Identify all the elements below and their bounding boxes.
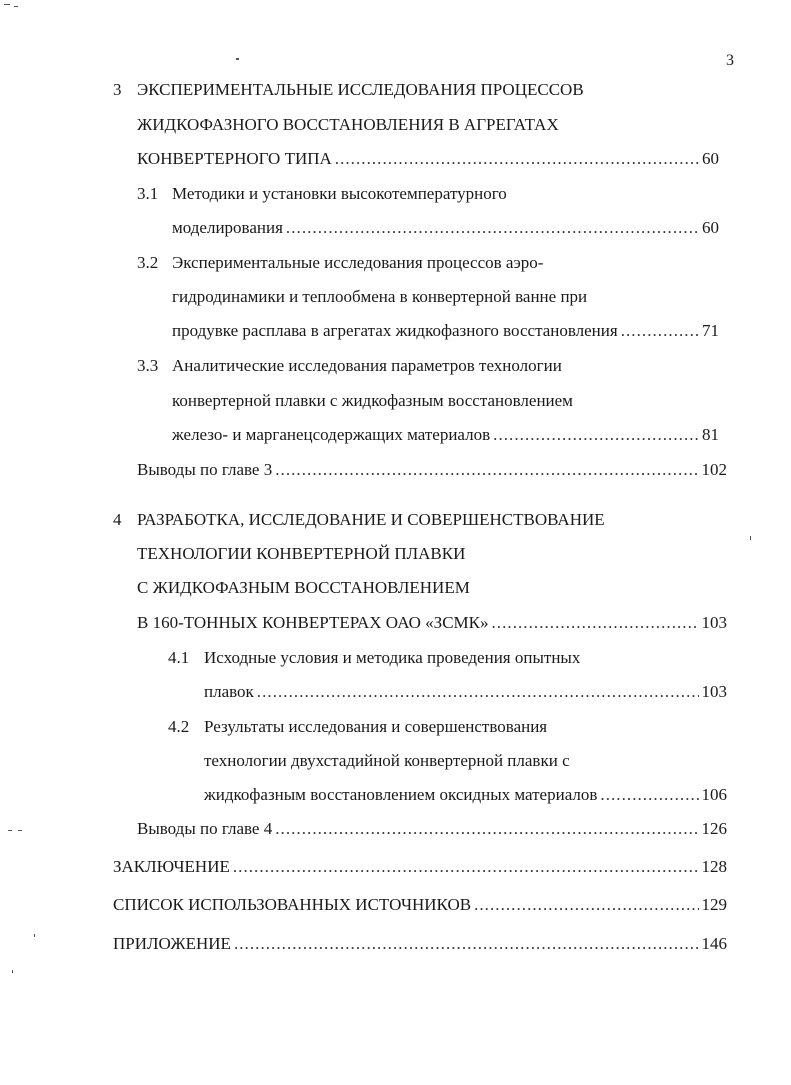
page-number: 3 bbox=[726, 52, 734, 69]
section-3-1-line-1: Методики и установки высокотемпературного bbox=[172, 184, 507, 203]
section-4-1-text: плавок bbox=[204, 682, 254, 701]
dot-leader bbox=[286, 216, 699, 240]
dot-leader bbox=[233, 855, 699, 879]
chapter-4-conclusions bbox=[137, 817, 727, 841]
section-3-2-line-1: Экспериментальные исследования процессов аэро- bbox=[172, 253, 544, 272]
section-4-2-line-2: технологии двухстадийной конвертерной плавки с bbox=[204, 751, 570, 770]
section-3-3-line-3 bbox=[172, 423, 719, 447]
dot-leader bbox=[275, 817, 698, 841]
section-4-1-line-1: Исходные условия и методика проведения опытных bbox=[204, 648, 581, 667]
conclusion-entry bbox=[113, 855, 727, 879]
conclusion-page: 128 bbox=[701, 857, 727, 876]
chapter-3-conclusions-page: 102 bbox=[701, 460, 727, 479]
chapter-3-title-line-2: ЖИДКОФАЗНОГО ВОССТАНОВЛЕНИЯ В АГРЕГАТАХ bbox=[137, 115, 559, 134]
chapter-3-conclusions-label: Выводы по главе 3 bbox=[137, 460, 273, 479]
references-page: 129 bbox=[701, 895, 727, 914]
section-3-3-page: 81 bbox=[702, 425, 719, 444]
section-3-2-text: продувке расплава в агрегатах жидкофазного восстановления bbox=[172, 321, 618, 340]
section-3-3-line-1: Аналитические исследования параметров технологии bbox=[172, 356, 562, 375]
dot-leader bbox=[257, 680, 699, 704]
appendix-page: 146 bbox=[701, 934, 727, 953]
dot-leader bbox=[335, 147, 699, 171]
dot-leader bbox=[492, 611, 699, 635]
section-3-1-number: 3.1 bbox=[137, 184, 159, 203]
chapter-4-number: 4 bbox=[113, 510, 122, 529]
section-4-2-line-3 bbox=[204, 783, 727, 807]
scan-speck bbox=[34, 934, 35, 937]
chapter-3-title-text: КОНВЕРТЕРНОГО ТИПА bbox=[137, 149, 332, 168]
dot-leader bbox=[621, 319, 699, 343]
dot-leader bbox=[474, 893, 698, 917]
section-4-1-line-2 bbox=[204, 680, 727, 704]
chapter-3-conclusions bbox=[137, 458, 727, 482]
dot-leader bbox=[234, 932, 699, 956]
dot-leader bbox=[493, 423, 699, 447]
chapter-3-title-line-3 bbox=[137, 147, 719, 171]
scan-speck bbox=[236, 58, 239, 60]
section-3-3-text: железо- и марганецсодержащих материалов bbox=[172, 425, 491, 444]
scan-speck bbox=[8, 830, 12, 831]
conclusion-label: ЗАКЛЮЧЕНИЕ bbox=[113, 857, 230, 876]
references-entry bbox=[113, 893, 727, 917]
section-3-3-line-2: конвертерной плавки с жидкофазным восстановлением bbox=[172, 391, 573, 410]
section-3-2-number: 3.2 bbox=[137, 253, 159, 272]
scan-speck bbox=[18, 830, 22, 831]
chapter-4-title-line-3: С ЖИДКОФАЗНЫМ ВОССТАНОВЛЕНИЕМ bbox=[137, 578, 470, 597]
scan-speck bbox=[750, 536, 751, 540]
chapter-4-conclusions-label: Выводы по главе 4 bbox=[137, 819, 273, 838]
section-3-3-number: 3.3 bbox=[137, 356, 159, 375]
section-4-2-number: 4.2 bbox=[168, 717, 190, 736]
chapter-3-number: 3 bbox=[113, 80, 122, 99]
section-3-2-line-2: гидродинамики и теплообмена в конвертерной ванне при bbox=[172, 287, 588, 306]
section-3-2-page: 71 bbox=[702, 321, 719, 340]
appendix-label: ПРИЛОЖЕНИЕ bbox=[113, 934, 231, 953]
section-3-2-line-3 bbox=[172, 319, 719, 343]
appendix-entry bbox=[113, 932, 727, 956]
section-3-1-text: моделирования bbox=[172, 218, 283, 237]
section-4-1-number: 4.1 bbox=[168, 648, 190, 667]
dot-leader bbox=[275, 458, 698, 482]
scan-speck bbox=[4, 4, 10, 5]
section-4-2-page: 106 bbox=[701, 785, 727, 804]
chapter-4-conclusions-page: 126 bbox=[701, 819, 727, 838]
scan-speck bbox=[14, 6, 18, 7]
section-3-1-page: 60 bbox=[702, 218, 719, 237]
section-4-2-line-1: Результаты исследования и совершенствования bbox=[204, 717, 548, 736]
chapter-4-title-line-1: РАЗРАБОТКА, ИССЛЕДОВАНИЕ И СОВЕРШЕНСТВОВАНИЕ bbox=[137, 510, 605, 529]
chapter-4-title-text: В 160-ТОННЫХ КОНВЕРТЕРАХ ОАО «ЗСМК» bbox=[137, 613, 489, 632]
chapter-3-page: 60 bbox=[702, 149, 719, 168]
section-3-1-line-2 bbox=[172, 216, 719, 240]
dot-leader bbox=[600, 783, 698, 807]
section-4-2-text: жидкофазным восстановлением оксидных материалов bbox=[204, 785, 598, 804]
section-4-1-page: 103 bbox=[701, 682, 727, 701]
scan-speck bbox=[12, 970, 13, 973]
chapter-4-title-line-4 bbox=[137, 611, 727, 635]
chapter-4-page: 103 bbox=[701, 613, 727, 632]
references-label: СПИСОК ИСПОЛЬЗОВАННЫХ ИСТОЧНИКОВ bbox=[113, 895, 472, 914]
chapter-4-title-line-2: ТЕХНОЛОГИИ КОНВЕРТЕРНОЙ ПЛАВКИ bbox=[137, 544, 466, 563]
chapter-3-title-line-1: ЭКСПЕРИМЕНТАЛЬНЫЕ ИССЛЕДОВАНИЯ ПРОЦЕССОВ bbox=[137, 80, 584, 99]
